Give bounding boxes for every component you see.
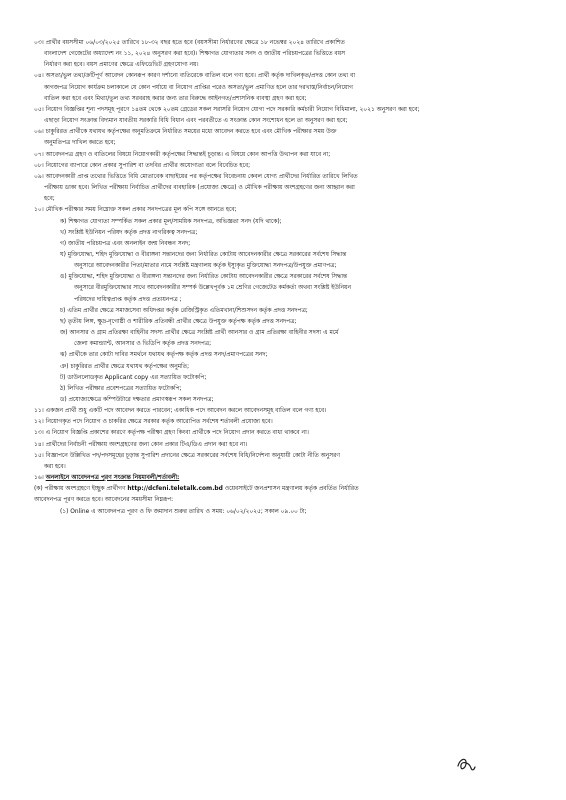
document-line: বাংলাদেশ গেজেটের অধ্যাদেশ নং ১১, ২০২৪ অনুসরণ করা হবে)। শিক্ষাগত যোগ্যতার সনদ ও জাতীয় পরিচয়পত্রের ভিত্তিতে বয়স (44, 51, 346, 58)
section-heading-line (34, 473, 542, 484)
section-heading: অনলাইনে আবেদনপত্র পূরণ সংক্রান্ত নিয়মাবলী/শর্তাবলী: (45, 475, 180, 482)
document-line: ১১। একজন প্রার্থী শুধু একটি পদে আবেদন করতে পারবেন; একাধিক পদে আবেদন করলে আবেদনসমূহ বাতিল বলে গণ্য হবে। (34, 408, 327, 415)
online-instruction-suffix: ওয়েবসাইটে জনপ্রশাসন মন্ত্রণালয় কর্তৃক প্রবর্তিত নির্ধারিত (222, 486, 359, 493)
document-line: ০৭। আবেদনপত্র গ্রহণ ও বাতিলের বিষয়ে নিয়োগকারী কর্তৃপক্ষের সিদ্ধান্তই চূড়ান্ত। এ বিষয়ে কোন আপত্তি উত্থাপন করা যাবে না; (34, 151, 331, 158)
document-line: অনুসারে আবেদনকারীর পিতা/মাতার নামে সংশ্লিষ্ট মন্ত্রণালয় কর্তৃক ইস্যুকৃত মুক্তিযোদ্ধা সনদপত্র/উপযুক্ত প্রমাণপত্র; (74, 263, 337, 270)
document-line: অনুসারে বীরমুক্তিযোদ্ধার সাথে আবেদনকারীর সম্পর্ক উল্লেখপূর্বক ১ম শ্রেণির গেজেটেড কর্মকর্তা অথবা সংশ্লিষ্ট ইউনিয়ন (74, 285, 351, 292)
document-line: ০৬। চাকুরিরত প্রার্থীকে যথাযথ কর্তৃপক্ষের অনুমতিক্রমে নির্ধারিত সময়ের মধ্যে আবেদন করতে হবে এবং মৌখিক পরীক্ষার সময় উক্ত (34, 129, 337, 136)
document-lines (34, 38, 542, 473)
document-line: কাগজপত্র নিয়োগ কার্যক্রম চলাকালে যে কোন পর্যায়ে বা নিয়োগ প্রাপ্তির পরেও অসত্য/ভুল প্রমাণিত হলে তার দরখাস্ত/নির্বাচন/নিয়োগ (44, 84, 353, 91)
document-line: নির্ধারণ করা হবে। বয়স প্রমাণের ক্ষেত্রে এফিডেভিট গ্রহণযোগ্য নয়। (44, 62, 199, 69)
document-line: অনুমতিপত্র দাখিল করতে হবে; (44, 140, 116, 147)
document-line: ট) ডাউনলোডকৃত Applicant copy এর সত্যায়িত ফটোকপি; (60, 374, 207, 381)
document-page (34, 38, 542, 518)
document-line: ১৩। এ নিয়োগ বিজ্ঞপ্তি প্রকাশের কারণে কর্তৃপক্ষ পরীক্ষা গ্রহণ কিংবা প্রার্থীকে পদে নিয়োগ প্রদান করতে বাধ্য থাকবে না। (34, 430, 309, 437)
document-line: ১২। নিয়োগকৃত পদে নিয়োগ ও চাকরির ক্ষেত্রে সরকার কর্তৃক আরোপিত সর্বশেষ শর্তাবলী প্রযোজ্য হবে। (34, 419, 273, 426)
document-line: পরিষদের দায়িত্বপ্রাপ্ত কর্তৃক প্রদত্ত প্রত্যয়নপত্র ; (74, 296, 182, 303)
document-line: ঙ) মুক্তিযোদ্ধা, শহিদ মুক্তিযোদ্ধা ও বীরাঙ্গনা সন্তানদের জন্য নির্ধারিত কোটায় আবেদনকারীর ক্ষেত্রে সরকারের সর্বশেষ সিদ্ধান্ত (60, 274, 348, 281)
application-start-date-line: (১) Online এ আবেদনপত্র পূরণ ও ফি জমাদান শুরুর তারিখ ও সময়: ০৬/০২/২০২৫; সকাল ০৯.০০ টা; (60, 508, 307, 515)
teletalk-url-link[interactable]: http://dcfeni.teletalk.com.bd (127, 486, 223, 493)
online-instruction-continued: আবেদনপত্র পূরণ করতে হবে। আবেদনের সময়সীমা নিম্নরূপ: (34, 497, 174, 504)
document-line: ১৪। প্রার্থীদের নির্বাচনী পরীক্ষায় অংশগ্রহণের জন্য কোন প্রকার টিএ/ডিএ প্রদান করা হবে না। (34, 441, 248, 448)
document-line: বাতিল করা হবে এবং মিথ্যা/ভুল তথ্য সরবরাহ করার জন্য তার বিরুদ্ধে আইনগত/প্রশাসনিক ব্যবস্থা গ্রহণ করা হবে; (44, 95, 307, 102)
document-line: ০৫। নিয়োগ বিজ্ঞপ্তির শূন্য পদসমূহ পূরণে ১৪তম থেকে ২০তম গ্রেডের সকল সরাসরি নিয়োগ যোগ্য পদে সরকারি কর্মচারী নিয়োগ বিধিমালা, ২০২১ অনুসরণ করা হবে; (34, 106, 420, 113)
document-line: চ) এতিম প্রার্থীর ক্ষেত্রে সমাজসেবা অধিদপ্তর কর্তৃক রেজিস্ট্রিকৃত এতিমখানা/শিশুসদন কর্তৃক প্রদত্ত সনদপত্র; (60, 307, 308, 314)
document-line: জ) আনসার ও গ্রাম প্রতিরক্ষা বাহিনীর সদস্য প্রার্থীর ক্ষেত্রে সংশ্লিষ্ট প্রার্থী আনসার ও গ্রাম প্রতিরক্ষা বাহিনীর সদস্য এ মর্মে (60, 330, 339, 337)
document-line: খ) সংশ্লিষ্ট ইউনিয়ন পরিষদ কর্তৃক প্রদত্ত নাগরিকত্ব সনদপত্র; (60, 229, 198, 236)
document-line: ০৮। নিয়োগের ব্যাপারে কোন প্রকার সুপারিশ বা তদবির প্রার্থীর অযোগ্যতা বলে বিবেচিত হবে; (34, 162, 251, 169)
document-line: ০৩। প্রার্থীর বয়সসীমা ০৬/০৩/২০২৫ তারিখে ১৮-৩২ বছর হতে হবে (বয়সসীমা নির্ধারণের ক্ষেত্রে ১৮ নভেম্বর ২০২৪ তারিখে প্রকাশিত (34, 40, 345, 46)
document-line: করা হবে। (44, 463, 66, 470)
document-line: ঠ) লিখিত পরীক্ষার প্রবেশপত্রের সত্যায়িত ফটোকপি; (60, 385, 182, 392)
document-line: ০৯। আবেদনকারী প্রাপ্ত তথ্যের ভিত্তিতে বিধি মোতাবেক বাছাইয়ের পর কর্তৃপক্ষের বিবেচনায় কেবল যোগ্য প্রার্থীদের নির্ধারিত তারিখে লিখিত (34, 173, 358, 180)
document-line: ছ) তৃতীয় লিঙ্গ, ক্ষুদ্র-নৃগোষ্ঠী ও শারীরিক প্রতিবন্ধী প্রার্থীর ক্ষেত্রে উপযুক্ত কর্তৃপক্ষ কর্তৃক প্রদত্ত সনদপত্র; (60, 318, 297, 325)
document-line: গ) জাতীয় পরিচয়পত্র এবং অনলাইন জন্ম নিবন্ধন সনদ; (60, 240, 191, 247)
document-line: ১৫। বিজ্ঞাপনে উল্লিখিত পদ/পদসমূহের চূড়ান্ত সুপারিশ প্রদানের ক্ষেত্রে সরকারের সর্বশেষ বিধি/নির্দেশনা অনুযায়ী কোটা নীতি অনুসরণ (34, 452, 340, 459)
online-instruction-prefix: (ক) পরীক্ষায় অংশগ্রহণে ইচ্ছুক প্রার্থীগণ (34, 486, 128, 493)
document-line: ঞ) চাকুরিরত প্রার্থীর ক্ষেত্রে যথাযথ কর্তৃপক্ষের অনুমতি; (60, 363, 190, 370)
document-line: ১০। মৌখিক পরীক্ষার সময় নিম্নোক্ত সকল প্রকার সনদপত্রের মূল কপি সঙ্গে আনতে হবে; (34, 207, 237, 214)
document-line: ০৪। অসত্য/ভুল তথ্য/ক্রটিপূর্ণ আবেদন কোনরূপ কারণ দর্শানো ব্যতিরেকে বাতিল বলে গণ্য হবে। প্রার্থী কর্তৃক দাখিলকৃত/প্রদত্ত কোন তথ্য বা (34, 73, 356, 80)
document-line: ঘ) মুক্তিযোদ্ধা, শহিদ মুক্তিযোদ্ধা ও বীরাঙ্গনা সন্তানদের জন্য নির্ধারিত কোটায় আবেদনকারীর ক্ষেত্রে সরকারের সর্বশেষ সিদ্ধান্ত (60, 251, 347, 258)
document-line: ড) প্রযোজ্যক্ষেত্রে কম্পিউটারে দক্ষতার প্রমাণস্বরূপ সকল সনদপত্র; (60, 397, 214, 403)
signature-mark (454, 752, 478, 776)
document-line: পরীক্ষায় ডাকা হবে। লিখিত পরীক্ষায় নির্বাচিত প্রার্থীদের ব্যবহারিক (প্রযোজ্য ক্ষেত্রে) ও মৌখিক পরীক্ষায় অংশগ্রহণের জন্য আহ্বান করা (44, 185, 355, 192)
document-line: ঝ) প্রার্থীকে তার কোটা দাবির সমর্থনে যথাযথ কর্তৃপক্ষ কর্তৃক প্রদত্ত সনদ/প্রমাণপত্রের সনদ; (60, 352, 268, 359)
document-line: জেলা কমান্ড্যান্ট, আনসার ও ভিডিপি কর্তৃক প্রদত্ত সনদপত্র; (74, 341, 212, 348)
document-line: হবে; (44, 196, 55, 203)
section-number: ১৬। (34, 475, 46, 482)
document-line: ক) শিক্ষাগত যোগ্যতা সম্পর্কিত সকল প্রকার মূল/সাময়িক সনদপত্র, অভিজ্ঞতা সনদ (যদি থাকে); (60, 218, 282, 225)
document-line: এছাড়া নিয়োগ সংক্রান্ত বিদ্যমান যাবতীয় সরকারি বিধি বিধান এবং পরবর্তীতে এ সংক্রান্ত কোন সংশোধন হলে তা অনুসরণ করা হবে; (44, 118, 348, 125)
online-instruction-line (34, 484, 542, 495)
